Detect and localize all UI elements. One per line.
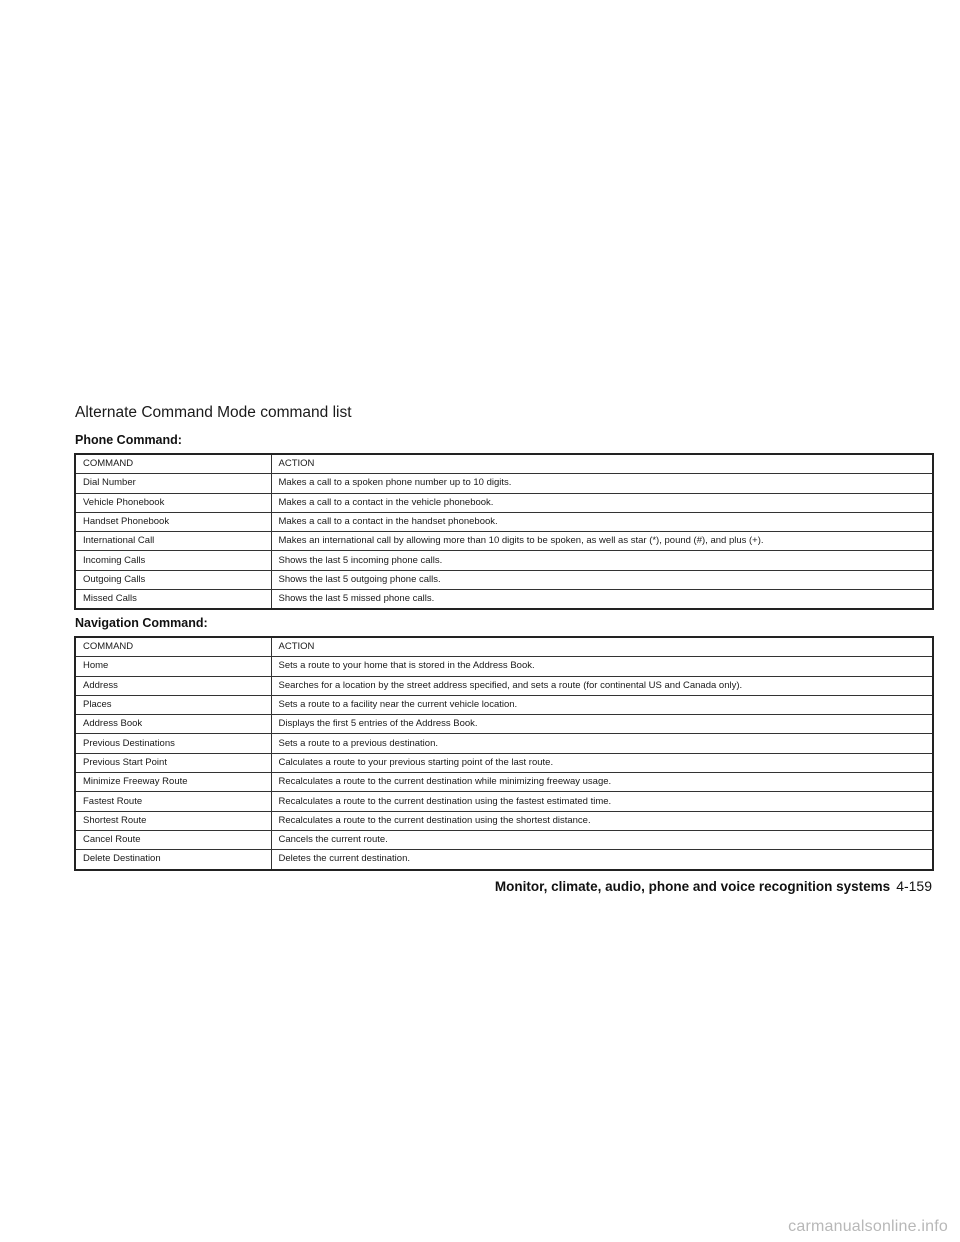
table-row	[75, 590, 933, 610]
phone-command-heading: Phone Command:	[75, 433, 182, 447]
command-cell: Incoming Calls	[75, 551, 271, 570]
command-cell: International Call	[75, 532, 271, 551]
command-cell: Shortest Route	[75, 811, 271, 830]
action-cell: Searches for a location by the street address specified, and sets a route (for continental US and Canada only).	[271, 676, 933, 695]
column-header-command: COMMAND	[75, 637, 271, 657]
command-cell: Address Book	[75, 715, 271, 734]
command-cell: Handset Phonebook	[75, 512, 271, 531]
table-row	[75, 570, 933, 589]
action-cell: Makes an international call by allowing more than 10 digits to be spoken, as well as star (*), pound (#), and plus (+).	[271, 532, 933, 551]
navigation-command-table	[74, 636, 934, 871]
action-cell: Sets a route to your home that is stored in the Address Book.	[271, 657, 933, 676]
action-cell: Makes a call to a contact in the handset phonebook.	[271, 512, 933, 531]
action-cell: Makes a call to a spoken phone number up to 10 digits.	[271, 474, 933, 493]
table-row	[75, 773, 933, 792]
column-header-command: COMMAND	[75, 454, 271, 474]
action-cell: Makes a call to a contact in the vehicle phonebook.	[271, 493, 933, 512]
table-row	[75, 830, 933, 849]
action-cell: Shows the last 5 outgoing phone calls.	[271, 570, 933, 589]
table-row	[75, 474, 933, 493]
command-cell: Delete Destination	[75, 850, 271, 870]
watermark[interactable]: carmanualsonline.info	[788, 1218, 948, 1235]
action-cell: Shows the last 5 incoming phone calls.	[271, 551, 933, 570]
table-row	[75, 695, 933, 714]
command-cell: Home	[75, 657, 271, 676]
command-cell: Fastest Route	[75, 792, 271, 811]
command-cell: Previous Start Point	[75, 753, 271, 772]
table-row	[75, 657, 933, 676]
column-header-action: ACTION	[271, 637, 933, 657]
command-cell: Address	[75, 676, 271, 695]
chapter-title: Monitor, climate, audio, phone and voice recognition systems	[494, 879, 891, 894]
table-row	[75, 551, 933, 570]
command-cell: Previous Destinations	[75, 734, 271, 753]
table-row	[75, 493, 933, 512]
table-header-row	[75, 637, 933, 657]
action-cell: Cancels the current route.	[271, 830, 933, 849]
action-cell: Sets a route to a previous destination.	[271, 734, 933, 753]
section-title: Alternate Command Mode command list	[75, 404, 352, 421]
action-cell: Displays the first 5 entries of the Address Book.	[271, 715, 933, 734]
action-cell: Recalculates a route to the current destination using the fastest estimated time.	[271, 792, 933, 811]
column-header-action: ACTION	[271, 454, 933, 474]
command-cell: Cancel Route	[75, 830, 271, 849]
action-cell: Deletes the current destination.	[271, 850, 933, 870]
command-cell: Missed Calls	[75, 590, 271, 610]
table-row	[75, 512, 933, 531]
command-cell: Minimize Freeway Route	[75, 773, 271, 792]
page-footer	[495, 877, 932, 896]
action-cell: Recalculates a route to the current destination while minimizing freeway usage.	[271, 773, 933, 792]
table-row	[75, 792, 933, 811]
navigation-command-heading: Navigation Command:	[75, 616, 208, 630]
command-cell: Places	[75, 695, 271, 714]
phone-command-table	[74, 453, 934, 610]
page-number: 4-159	[896, 878, 932, 894]
table-row	[75, 850, 933, 870]
table-row	[75, 532, 933, 551]
command-cell: Dial Number	[75, 474, 271, 493]
command-cell: Outgoing Calls	[75, 570, 271, 589]
table-row	[75, 811, 933, 830]
table-row	[75, 715, 933, 734]
table-row	[75, 753, 933, 772]
action-cell: Calculates a route to your previous starting point of the last route.	[271, 753, 933, 772]
action-cell: Sets a route to a facility near the current vehicle location.	[271, 695, 933, 714]
command-cell: Vehicle Phonebook	[75, 493, 271, 512]
table-row	[75, 734, 933, 753]
action-cell: Shows the last 5 missed phone calls.	[271, 590, 933, 610]
action-cell: Recalculates a route to the current destination using the shortest distance.	[271, 811, 933, 830]
table-row	[75, 676, 933, 695]
table-header-row	[75, 454, 933, 474]
